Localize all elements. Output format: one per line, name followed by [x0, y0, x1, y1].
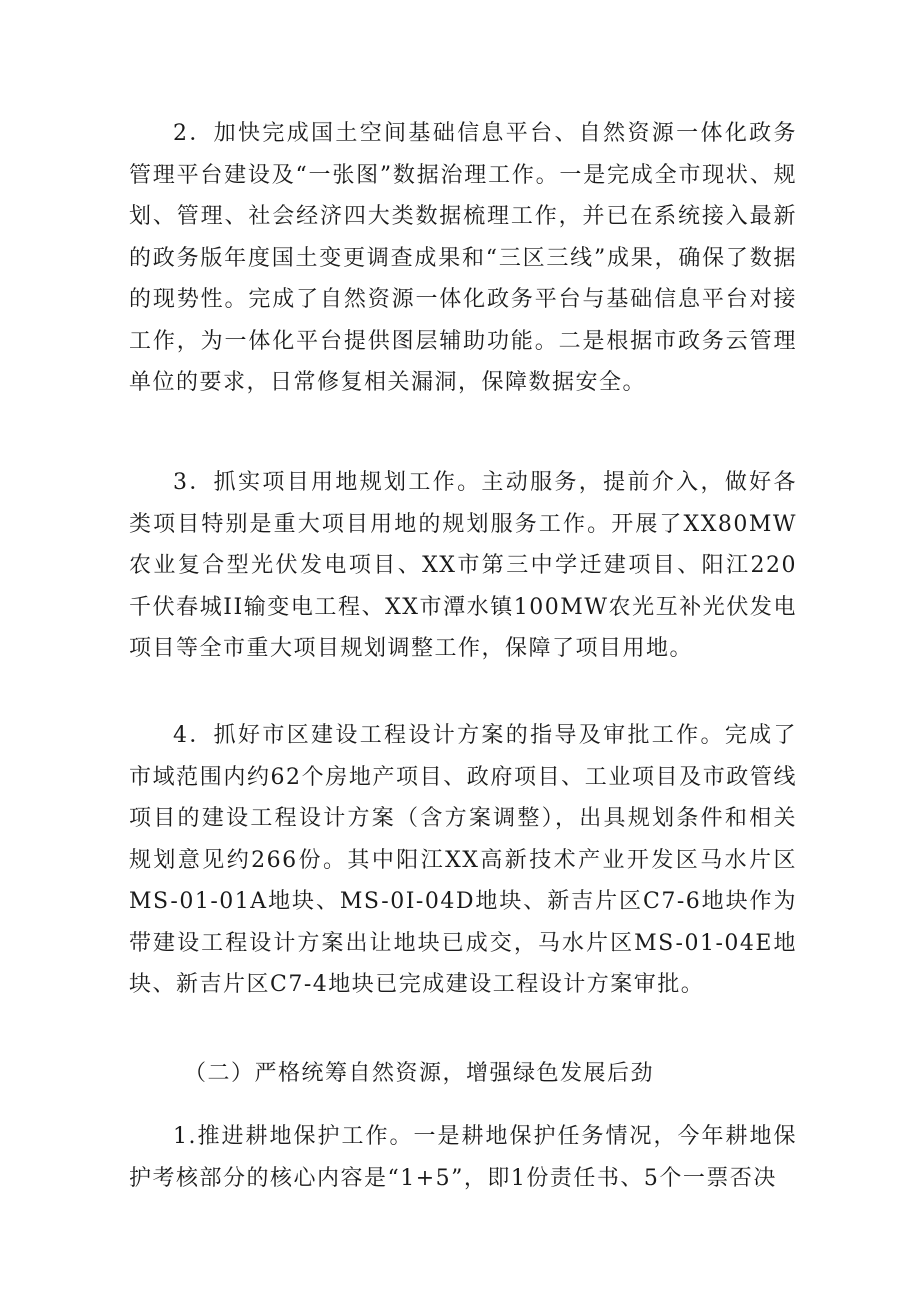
paragraph-project-land-planning: 3．抓实项目用地规划工作。主动服务，提前介入，做好各类项目特别是重大项目用地的规划服务工作。开展了XX80MW农业复合型光伏发电项目、XX市第三中学迁建项目、阳江220千伏春城II输变电工程、XX市潭水镇100MW农光互补光伏发电项目等全市重大项目规划调整工作，保障了项目用地。: [129, 470, 797, 661]
paragraph-farmland-protection: 1.推进耕地保护工作。一是耕地保护任务情况，今年耕地保护考核部分的核心内容是“1+5”，即1份责任书、5个一票否决: [129, 1124, 797, 1191]
section-heading: （二）严格统筹自然资源，增强绿色发展后劲: [184, 1061, 655, 1086]
paragraph-platform-construction: 2．加快完成国土空间基础信息平台、自然资源一体化政务管理平台建设及“一张图”数据治理工作。一是完成全市现状、规划、管理、社会经济四大类数据梳理工作，并已在系统接入最新的政务版年度国土变更调查成果和“三区三线”成果，确保了数据的现势性。完成了自然资源一体化政务平台与基础信息平台对接工作，为一体化平台提供图层辅助功能。二是根据市政务云管理单位的要求，日常修复相关漏洞，保障数据安全。: [129, 121, 797, 395]
paragraph-design-approval: 4．抓好市区建设工程设计方案的指导及审批工作。完成了市域范围内约62个房地产项目、政府项目、工业项目及市政管线项目的建设工程设计方案（含方案调整），出具规划条件和相关规划意见约266份。其中阳江XX高新技术产业开发区马水片区MS-01-01A地块、MS-0I-04D地块、新吉片区C7-6地块作为带建设工程设计方案出让地块已成交，马水片区MS-01-04E地块、新吉片区C7-4地块已完成建设工程设计方案审批。: [129, 723, 797, 997]
